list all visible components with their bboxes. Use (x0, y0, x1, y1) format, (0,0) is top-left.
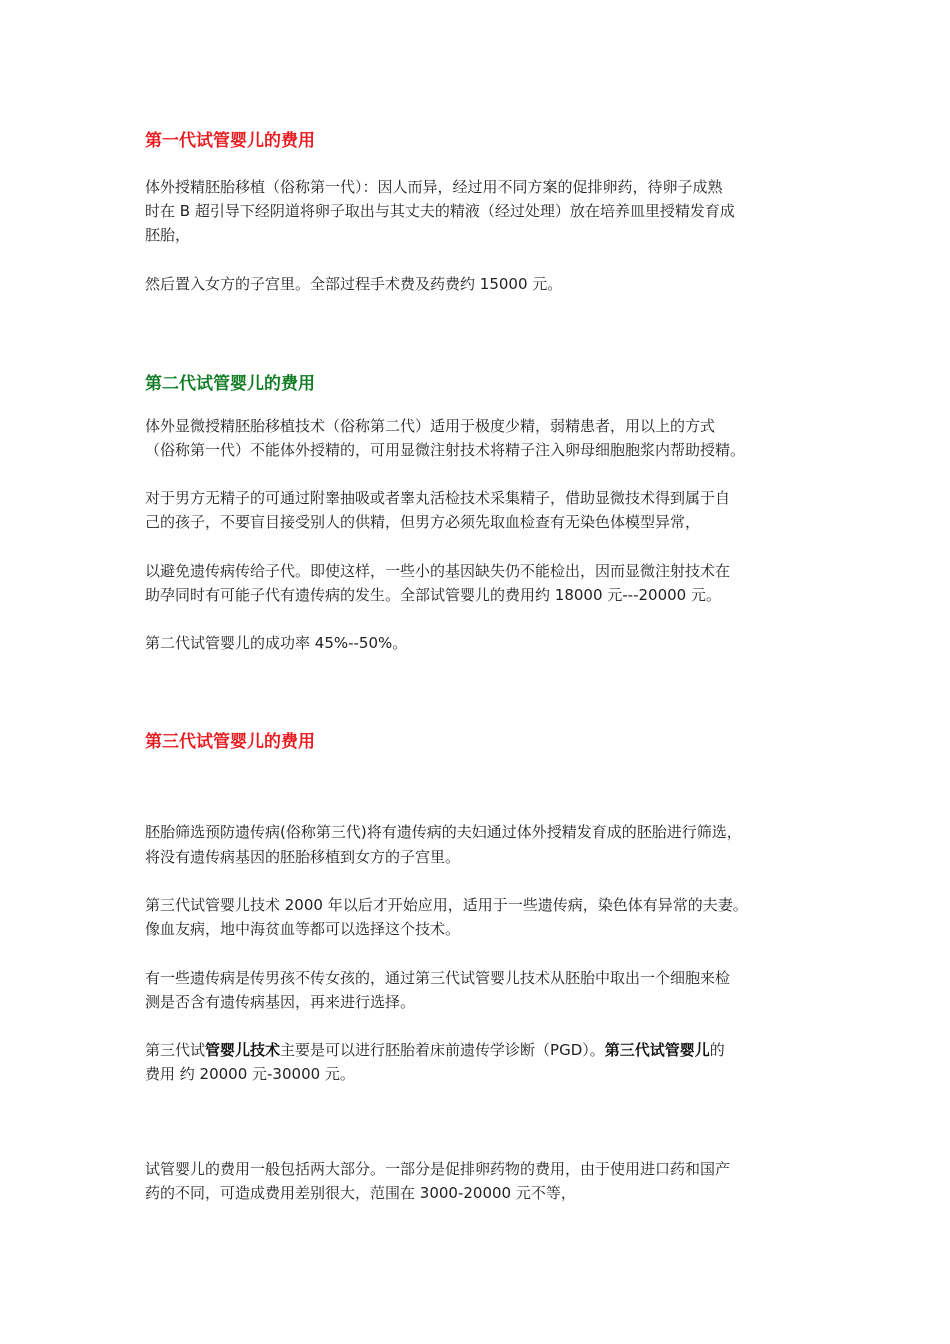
paragraph-line: 以避免遗传病传给子代。即使这样，一些小的基因缺失仍不能检出，因而显微注射技术在 (145, 562, 731, 580)
paragraph-line: 助孕同时有可能子代有遗传病的发生。全部试管婴儿的费用约 18000 元---20000 元。 (145, 586, 721, 604)
bold-text-run: 管婴儿技术 (205, 1041, 281, 1059)
paragraph-line: 第三代试管婴儿技术 2000 年以后才开始应用，适用于一些遗传病，染色体有异常的夫妻。 (145, 896, 748, 914)
paragraph-line: 费用 约 20000 元-30000 元。 (145, 1065, 355, 1083)
paragraph-line: 将没有遗传病基因的胚胎移植到女方的子宫里。 (145, 848, 461, 866)
paragraph-line: （俗称第一代）不能体外授精的，可用显微注射技术将精子注入卵母细胞胞浆内帮助授精。 (145, 441, 746, 459)
paragraph-line: 然后置入女方的子宫里。全部过程手术费及药费约 15000 元。 (145, 275, 563, 293)
text-run: 第三代试 (145, 1041, 206, 1059)
section-3-heading: 第三代试管婴儿的费用 (145, 732, 315, 752)
paragraph-line: 己的孩子，不要盲目接受别人的供精，但男方必须先取血检查有无染色体模型异常， (145, 513, 701, 531)
paragraph-line: 药的不同，可造成费用差别很大，范围在 3000-20000 元不等， (145, 1184, 576, 1202)
paragraph-line: 对于男方无精子的可通过附睾抽吸或者睾丸活检技术采集精子，借助显微技术得到属于自 (145, 489, 731, 507)
paragraph-line: 时在 B 超引导下经阴道将卵子取出与其丈夫的精液（经过处理）放在培养皿里授精发育成 (145, 202, 735, 220)
bold-text-run: 第三代试管婴儿 (604, 1041, 710, 1059)
paragraph-line: 测是否含有遗传病基因，再来进行选择。 (145, 993, 416, 1011)
section-1-heading: 第一代试管婴儿的费用 (145, 131, 315, 151)
paragraph-line: 像血友病，地中海贫血等都可以选择这个技术。 (145, 920, 461, 938)
paragraph-line: 胚胎筛选预防遗传病(俗称第三代)将有遗传病的夫妇通过体外授精发育成的胚胎进行筛选， (145, 823, 742, 841)
paragraph-line: 试管婴儿的费用一般包括两大部分。一部分是促排卵药物的费用，由于使用进口药和国产 (145, 1160, 731, 1178)
mixed-bold-line (145, 1038, 725, 1062)
paragraph-line: 体外授精胚胎移植（俗称第一代）：因人而异，经过用不同方案的促排卵药，待卵子成熟 (145, 178, 723, 196)
section-2-heading: 第二代试管婴儿的费用 (145, 374, 315, 394)
paragraph-line: 第二代试管婴儿的成功率 45%--50%。 (145, 634, 408, 652)
paragraph-line: 胚胎， (145, 226, 191, 244)
text-run: 主要是可以进行胚胎着床前遗传学诊断（PGD）。 (280, 1041, 605, 1059)
paragraph-line: 体外显微授精胚胎移植技术（俗称第二代）适用于极度少精，弱精患者，用以上的方式 (145, 417, 716, 435)
paragraph-line: 有一些遗传病是传男孩不传女孩的，通过第三代试管婴儿技术从胚胎中取出一个细胞来检 (145, 969, 731, 987)
text-run: 的 (709, 1041, 725, 1059)
